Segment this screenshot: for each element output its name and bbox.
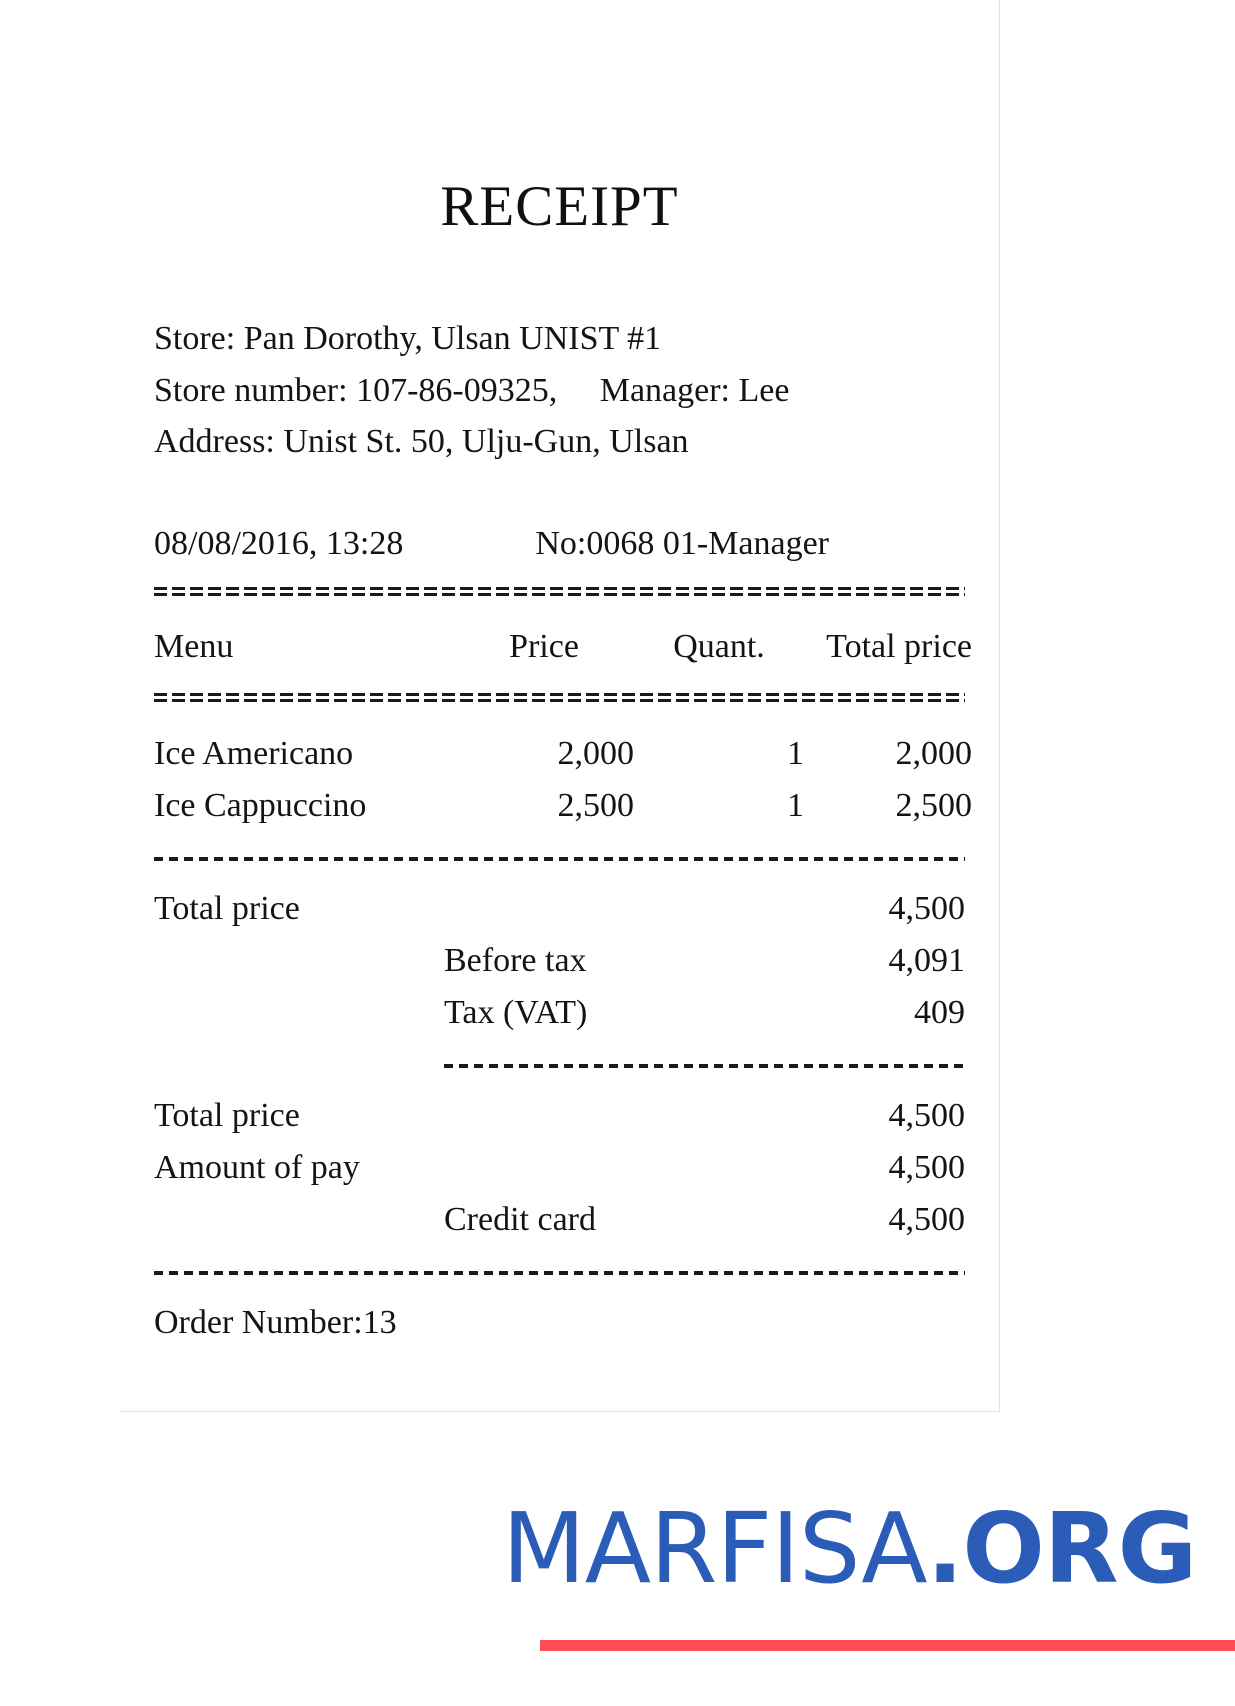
store-name-line: Store: Pan Dorothy, Ulsan UNIST #1: [154, 320, 662, 357]
item-total: 2,500: [895, 786, 972, 824]
store-number-line: Store number: 107-86-09325, Manager: Lee: [154, 371, 790, 409]
summary-label: Total price: [154, 890, 300, 928]
column-header-total: Total price: [826, 627, 972, 665]
watermark-underline-rule: [540, 1640, 1235, 1651]
separator-double-top: [154, 587, 965, 596]
store-info-block: [154, 313, 965, 468]
line-items: [154, 728, 972, 831]
item-name: Ice Americano: [154, 735, 354, 773]
receipt-number: No:0068 01-Manager: [535, 525, 829, 563]
column-header-quant: Quant.: [673, 627, 765, 665]
summary-value: 409: [914, 993, 965, 1031]
site-watermark-text: [480, 1480, 1235, 1605]
site-watermark-logo: [480, 1480, 1235, 1670]
watermark-brand: MARFISA: [502, 1492, 927, 1605]
separator-dashed-1: [154, 857, 965, 861]
column-header-price: Price: [509, 627, 579, 665]
item-price: 2,000: [557, 735, 634, 773]
item-name: Ice Cappuccino: [154, 786, 367, 824]
item-price: 2,500: [557, 786, 634, 824]
summary-value: 4,500: [888, 1097, 965, 1135]
summary-label: Amount of pay: [154, 1149, 360, 1187]
summary-top-block: [154, 883, 965, 1038]
order-number-line: Order Number:13: [154, 1304, 397, 1342]
item-quantity: 1: [787, 786, 804, 824]
summary-bottom-block: [154, 1090, 965, 1245]
table-header-row: [154, 622, 972, 671]
summary-row: [154, 1142, 965, 1194]
summary-label: Total price: [154, 1097, 300, 1135]
separator-double-bottom: [154, 693, 965, 702]
column-header-menu: Menu: [154, 627, 234, 665]
receipt-meta-row: [154, 524, 965, 565]
summary-row: [154, 1090, 965, 1142]
summary-row: [154, 1194, 965, 1246]
receipt-title: RECEIPT: [440, 175, 679, 238]
summary-value: 4,091: [888, 942, 965, 980]
item-quantity: 1: [787, 735, 804, 773]
summary-row: [154, 987, 965, 1039]
item-total: 2,000: [895, 735, 972, 773]
summary-label: Credit card: [444, 1200, 596, 1238]
summary-value: 4,500: [888, 1200, 965, 1238]
receipt-datetime: 08/08/2016, 13:28: [154, 525, 404, 563]
separator-dashed-2: [444, 1064, 965, 1068]
table-row: [154, 780, 972, 832]
separator-dashed-3: [154, 1271, 965, 1275]
watermark-tld: .ORG: [926, 1492, 1197, 1605]
table-row: [154, 728, 972, 780]
summary-row: [154, 935, 965, 987]
summary-label: Before tax: [444, 942, 587, 980]
receipt-paper: [120, 0, 1000, 1412]
summary-value: 4,500: [888, 1149, 965, 1187]
store-address-line: Address: Unist St. 50, Ulju-Gun, Ulsan: [154, 423, 689, 461]
summary-value: 4,500: [888, 890, 965, 928]
summary-label: Tax (VAT): [444, 993, 588, 1031]
summary-row: [154, 883, 965, 935]
